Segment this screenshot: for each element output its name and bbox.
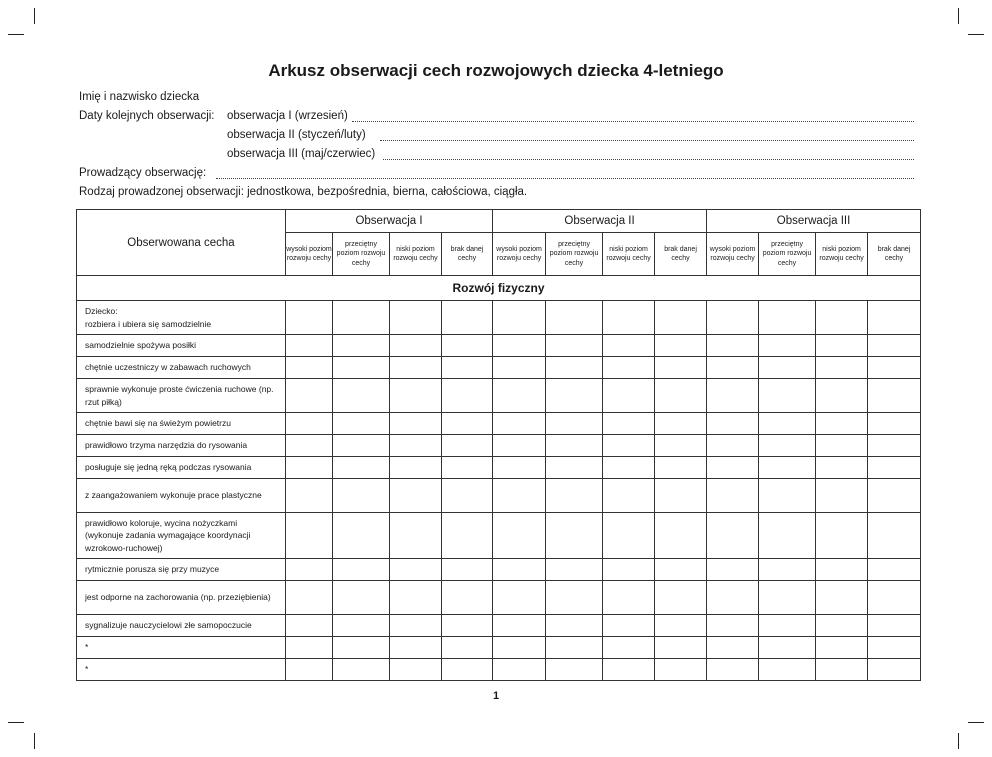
rating-cell[interactable] [655, 357, 707, 379]
level-high-header: wysoki poziom rozwoju cechy [286, 233, 333, 276]
rating-cell[interactable] [493, 335, 546, 357]
rating-cell[interactable] [442, 615, 493, 637]
level-high-header: wysoki poziom rozwoju cechy [493, 233, 546, 276]
rating-cell[interactable] [759, 357, 816, 379]
rating-cell[interactable] [868, 435, 921, 457]
rating-cell[interactable] [707, 379, 759, 413]
rating-cell[interactable] [655, 637, 707, 659]
rating-cell[interactable] [333, 637, 390, 659]
rating-cell[interactable] [655, 659, 707, 681]
rating-cell[interactable] [493, 413, 546, 435]
observation-table [76, 209, 921, 681]
feature-label: jest odporne na zachorowania (np. przeziębienia) [77, 581, 286, 615]
rating-cell[interactable] [442, 457, 493, 479]
rating-cell[interactable] [333, 659, 390, 681]
rating-cell[interactable] [286, 357, 333, 379]
observation-2-field[interactable] [380, 140, 914, 141]
rating-cell[interactable] [286, 335, 333, 357]
rating-cell[interactable] [816, 457, 868, 479]
rating-cell[interactable] [546, 379, 603, 413]
rating-cell[interactable] [442, 581, 493, 615]
rating-cell[interactable] [493, 357, 546, 379]
rating-cell[interactable] [333, 379, 390, 413]
rating-cell[interactable] [655, 457, 707, 479]
rating-cell[interactable] [868, 457, 921, 479]
level-average-header: przeciętny poziom rozwoju cechy [333, 233, 390, 276]
rating-cell[interactable] [546, 615, 603, 637]
leader-label: Prowadzący obserwację: [79, 167, 207, 179]
rating-cell[interactable] [868, 559, 921, 581]
rating-cell[interactable] [816, 615, 868, 637]
rating-cell[interactable] [390, 615, 442, 637]
rating-cell[interactable] [603, 559, 655, 581]
table-row [77, 413, 921, 435]
rating-cell[interactable] [390, 659, 442, 681]
rating-cell[interactable] [493, 581, 546, 615]
rating-cell[interactable] [868, 637, 921, 659]
observation-3-header: Obserwacja III [707, 210, 921, 233]
table-row [77, 301, 921, 335]
crop-mark [34, 733, 35, 749]
observation-2-header: Obserwacja II [493, 210, 707, 233]
rating-cell[interactable] [868, 513, 921, 559]
rating-cell[interactable] [390, 581, 442, 615]
rating-cell[interactable] [333, 513, 390, 559]
rating-cell[interactable] [546, 581, 603, 615]
rating-cell[interactable] [390, 479, 442, 513]
rating-cell[interactable] [603, 615, 655, 637]
page-number: 1 [492, 690, 500, 702]
table-row [77, 637, 921, 659]
rating-cell[interactable] [868, 615, 921, 637]
table-row [77, 457, 921, 479]
rating-cell[interactable] [603, 581, 655, 615]
rating-cell[interactable] [546, 559, 603, 581]
rating-cell[interactable] [707, 301, 759, 335]
rating-cell[interactable] [493, 479, 546, 513]
rating-cell[interactable] [333, 301, 390, 335]
feature-label: * [77, 659, 286, 681]
rating-cell[interactable] [816, 357, 868, 379]
section-title: Rozwój fizyczny [77, 276, 921, 301]
observation-1-label: obserwacja I (wrzesień) [227, 110, 348, 122]
rating-cell[interactable] [390, 379, 442, 413]
rating-cell[interactable] [546, 357, 603, 379]
rating-cell[interactable] [655, 379, 707, 413]
rating-cell[interactable] [603, 357, 655, 379]
rating-cell[interactable] [390, 637, 442, 659]
observation-type-text: Rodzaj prowadzonej obserwacji: jednostkowa, bezpośrednia, bierna, całościowa, ciągła. [79, 186, 528, 198]
rating-cell[interactable] [868, 379, 921, 413]
rating-cell[interactable] [603, 659, 655, 681]
observation-3-label: obserwacja III (maj/czerwiec) [227, 148, 376, 160]
rating-cell[interactable] [493, 457, 546, 479]
rating-cell[interactable] [603, 413, 655, 435]
rating-cell[interactable] [816, 581, 868, 615]
rating-cell[interactable] [816, 435, 868, 457]
rating-cell[interactable] [442, 379, 493, 413]
rating-cell[interactable] [442, 479, 493, 513]
rating-cell[interactable] [286, 435, 333, 457]
rating-cell[interactable] [442, 659, 493, 681]
observation-1-header: Obserwacja I [286, 210, 493, 233]
rating-cell[interactable] [286, 379, 333, 413]
rating-cell[interactable] [333, 559, 390, 581]
crop-mark [8, 34, 24, 35]
feature-label: prawidłowo trzyma narzędzia do rysowania [77, 435, 286, 457]
rating-cell[interactable] [286, 457, 333, 479]
table-row [77, 479, 921, 513]
rating-cell[interactable] [333, 457, 390, 479]
rating-cell[interactable] [390, 335, 442, 357]
rating-cell[interactable] [707, 559, 759, 581]
rating-cell[interactable] [603, 479, 655, 513]
level-absent-header: brak danej cechy [655, 233, 707, 276]
rating-cell[interactable] [603, 457, 655, 479]
rating-cell[interactable] [442, 513, 493, 559]
rating-cell[interactable] [816, 379, 868, 413]
rating-cell[interactable] [603, 513, 655, 559]
rating-cell[interactable] [493, 659, 546, 681]
rating-cell[interactable] [707, 335, 759, 357]
rating-cell[interactable] [868, 413, 921, 435]
rating-cell[interactable] [493, 379, 546, 413]
rating-cell[interactable] [655, 513, 707, 559]
feature-label: posługuje się jedną ręką podczas rysowania [77, 457, 286, 479]
level-low-header: niski poziom rozwoju cechy [390, 233, 442, 276]
level-low-header: niski poziom rozwoju cechy [816, 233, 868, 276]
rating-cell[interactable] [390, 457, 442, 479]
table-row [77, 379, 921, 413]
rating-cell[interactable] [759, 435, 816, 457]
rating-cell[interactable] [546, 435, 603, 457]
feature-label: rytmicznie porusza się przy muzyce [77, 559, 286, 581]
rating-cell[interactable] [707, 479, 759, 513]
rating-cell[interactable] [493, 637, 546, 659]
crop-mark [34, 8, 35, 24]
observation-1-field[interactable] [352, 121, 914, 122]
rating-cell[interactable] [816, 301, 868, 335]
rating-cell[interactable] [442, 413, 493, 435]
feature-label: * [77, 637, 286, 659]
rating-cell[interactable] [442, 357, 493, 379]
level-average-header: przeciętny poziom rozwoju cechy [546, 233, 603, 276]
table-row [77, 659, 921, 681]
rating-cell[interactable] [816, 637, 868, 659]
rating-cell[interactable] [493, 615, 546, 637]
feature-column-header: Obserwowana cecha [77, 210, 286, 276]
rating-cell[interactable] [333, 335, 390, 357]
rating-cell[interactable] [442, 301, 493, 335]
rating-cell[interactable] [868, 357, 921, 379]
rating-cell[interactable] [707, 435, 759, 457]
table-row [77, 615, 921, 637]
rating-cell[interactable] [655, 559, 707, 581]
level-average-header: przeciętny poziom rozwoju cechy [759, 233, 816, 276]
rating-cell[interactable] [816, 413, 868, 435]
rating-cell[interactable] [390, 513, 442, 559]
level-high-header: wysoki poziom rozwoju cechy [707, 233, 759, 276]
child-name-label: Imię i nazwisko dziecka [79, 91, 200, 103]
rating-cell[interactable] [390, 301, 442, 335]
leader-field[interactable] [216, 178, 914, 179]
level-low-header: niski poziom rozwoju cechy [603, 233, 655, 276]
rating-cell[interactable] [493, 513, 546, 559]
rating-cell[interactable] [655, 581, 707, 615]
rating-cell[interactable] [868, 659, 921, 681]
rating-cell[interactable] [759, 479, 816, 513]
rating-cell[interactable] [707, 413, 759, 435]
table-row [77, 581, 921, 615]
rating-cell[interactable] [759, 615, 816, 637]
rating-cell[interactable] [655, 615, 707, 637]
crop-mark [958, 8, 959, 24]
table-row [77, 513, 921, 559]
page-title: Arkusz obserwacji cech rozwojowych dziecka 4-letniego [268, 61, 724, 80]
rating-cell[interactable] [390, 435, 442, 457]
rating-cell[interactable] [390, 357, 442, 379]
rating-cell[interactable] [546, 479, 603, 513]
rating-cell[interactable] [333, 357, 390, 379]
feature-label: Dziecko: rozbiera i ubiera się samodzielnie [77, 301, 286, 335]
rating-cell[interactable] [868, 335, 921, 357]
rating-cell[interactable] [707, 659, 759, 681]
rating-cell[interactable] [286, 301, 333, 335]
rating-cell[interactable] [759, 659, 816, 681]
rating-cell[interactable] [493, 559, 546, 581]
rating-cell[interactable] [286, 513, 333, 559]
feature-label: prawidłowo koloruje, wycina nożyczkami (wykonuje zadania wymagające koordynacji wzrokowo-ruchowej) [77, 513, 286, 559]
level-absent-header: brak danej cechy [442, 233, 493, 276]
feature-label: chętnie uczestniczy w zabawach ruchowych [77, 357, 286, 379]
rating-cell[interactable] [759, 637, 816, 659]
rating-cell[interactable] [286, 479, 333, 513]
rating-cell[interactable] [333, 435, 390, 457]
table-row [77, 357, 921, 379]
table-row [77, 559, 921, 581]
rating-cell[interactable] [493, 435, 546, 457]
rating-cell[interactable] [868, 479, 921, 513]
rating-cell[interactable] [655, 301, 707, 335]
rating-cell[interactable] [655, 479, 707, 513]
crop-mark [8, 722, 24, 723]
observation-2-label: obserwacja II (styczeń/luty) [227, 129, 366, 141]
rating-cell[interactable] [655, 413, 707, 435]
rating-cell[interactable] [707, 357, 759, 379]
feature-label: samodzielnie spożywa posiłki [77, 335, 286, 357]
rating-cell[interactable] [707, 457, 759, 479]
level-absent-header: brak danej cechy [868, 233, 921, 276]
crop-mark [958, 733, 959, 749]
rating-cell[interactable] [759, 513, 816, 559]
rating-cell[interactable] [707, 513, 759, 559]
rating-cell[interactable] [286, 615, 333, 637]
crop-mark [968, 722, 984, 723]
dates-label: Daty kolejnych obserwacji: [79, 110, 215, 122]
rating-cell[interactable] [546, 457, 603, 479]
rating-cell[interactable] [333, 413, 390, 435]
rating-cell[interactable] [759, 335, 816, 357]
feature-label: chętnie bawi się na świeżym powietrzu [77, 413, 286, 435]
rating-cell[interactable] [333, 479, 390, 513]
rating-cell[interactable] [868, 301, 921, 335]
rating-cell[interactable] [707, 637, 759, 659]
feature-label: sprawnie wykonuje proste ćwiczenia ruchowe (np. rzut piłką) [77, 379, 286, 413]
rating-cell[interactable] [655, 435, 707, 457]
rating-cell[interactable] [442, 559, 493, 581]
rating-cell[interactable] [442, 435, 493, 457]
rating-cell[interactable] [603, 637, 655, 659]
rating-cell[interactable] [333, 615, 390, 637]
crop-mark [968, 34, 984, 35]
rating-cell[interactable] [759, 379, 816, 413]
feature-label: sygnalizuje nauczycielowi złe samopoczucie [77, 615, 286, 637]
feature-label: z zaangażowaniem wykonuje prace plastyczne [77, 479, 286, 513]
rating-cell[interactable] [390, 413, 442, 435]
rating-cell[interactable] [603, 435, 655, 457]
observation-3-field[interactable] [383, 159, 914, 160]
rating-cell[interactable] [546, 335, 603, 357]
rating-cell[interactable] [603, 301, 655, 335]
rating-cell[interactable] [816, 559, 868, 581]
rating-cell[interactable] [759, 581, 816, 615]
rating-cell[interactable] [603, 335, 655, 357]
rating-cell[interactable] [655, 335, 707, 357]
rating-cell[interactable] [546, 637, 603, 659]
rating-cell[interactable] [546, 659, 603, 681]
rating-cell[interactable] [816, 479, 868, 513]
rating-cell[interactable] [546, 513, 603, 559]
rating-cell[interactable] [286, 559, 333, 581]
rating-cell[interactable] [286, 413, 333, 435]
rating-cell[interactable] [546, 301, 603, 335]
rating-cell[interactable] [286, 581, 333, 615]
rating-cell[interactable] [390, 559, 442, 581]
rating-cell[interactable] [816, 659, 868, 681]
rating-cell[interactable] [759, 457, 816, 479]
rating-cell[interactable] [759, 559, 816, 581]
table-row [77, 335, 921, 357]
rating-cell[interactable] [816, 335, 868, 357]
rating-cell[interactable] [442, 335, 493, 357]
rating-cell[interactable] [333, 581, 390, 615]
rating-cell[interactable] [493, 301, 546, 335]
rating-cell[interactable] [759, 413, 816, 435]
rating-cell[interactable] [707, 615, 759, 637]
rating-cell[interactable] [816, 513, 868, 559]
rating-cell[interactable] [546, 413, 603, 435]
rating-cell[interactable] [442, 637, 493, 659]
rating-cell[interactable] [759, 301, 816, 335]
rating-cell[interactable] [286, 637, 333, 659]
rating-cell[interactable] [603, 379, 655, 413]
rating-cell[interactable] [286, 659, 333, 681]
rating-cell[interactable] [868, 581, 921, 615]
rating-cell[interactable] [707, 581, 759, 615]
table-row [77, 435, 921, 457]
